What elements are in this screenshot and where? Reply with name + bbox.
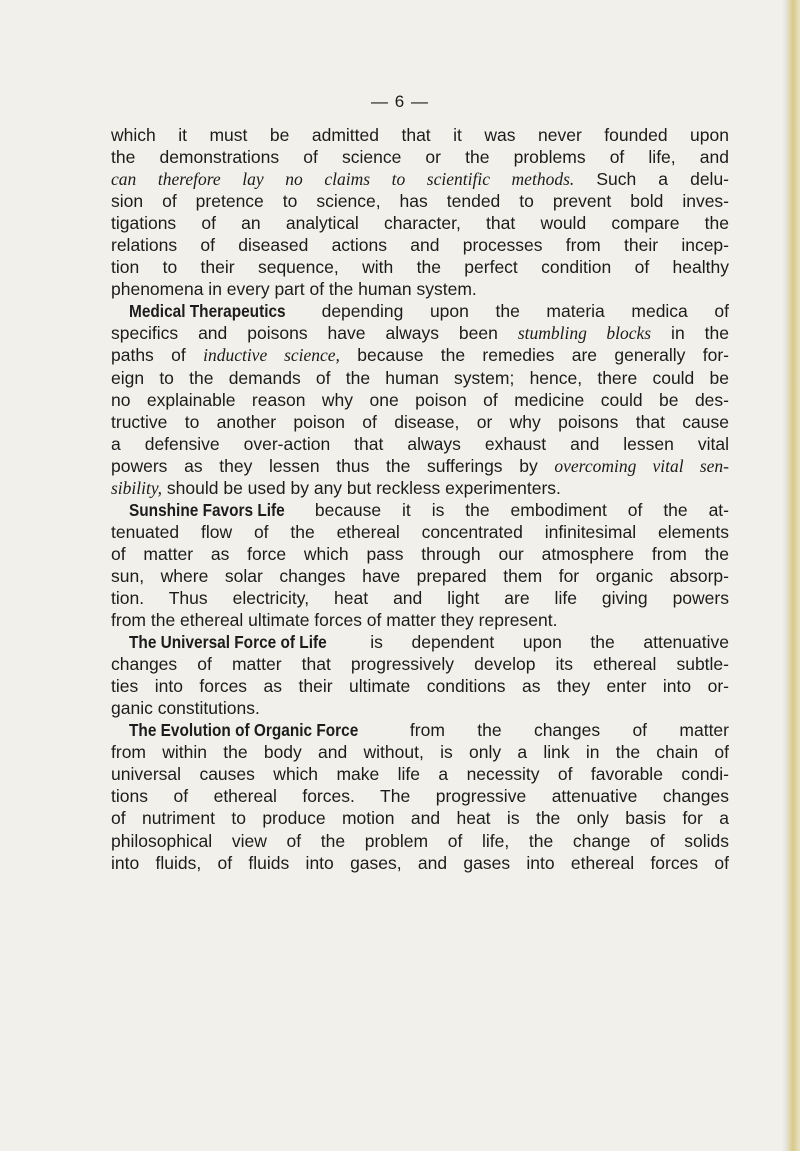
text-line: tructive to another poison of disease, or why poisons that cause bbox=[111, 411, 729, 432]
text-line: changes of matter that progressively develop its ethereal subtle- bbox=[111, 654, 729, 675]
text-line: into fluids, of fluids into gases, and gases into ethereal forces of bbox=[111, 852, 729, 873]
page-edge bbox=[786, 0, 800, 1151]
text-line: powers as they lessen thus the sufferings by overcoming vital sen- bbox=[111, 455, 729, 476]
text-line: a defensive over-action that always exhaust and lessen vital bbox=[111, 433, 729, 454]
paragraph-heading: The Evolution of Organic Force bbox=[129, 720, 359, 741]
italic-phrase: can therefore lay no claims to scientific methods. bbox=[111, 169, 575, 190]
text-line: tigations of an analytical character, that would compare the bbox=[111, 213, 729, 234]
text-line: sion of pretence to science, has tended to prevent bold inves- bbox=[111, 191, 729, 212]
text-line: from within the body and without, is only a link in the chain of bbox=[111, 742, 729, 763]
paragraph bbox=[111, 719, 729, 873]
text-line: The Evolution of Organic Force from the changes of matter bbox=[129, 720, 729, 741]
text-line: of matter as force which pass through our atmosphere from the bbox=[111, 543, 729, 564]
body-text bbox=[111, 124, 729, 874]
paragraph-heading: Sunshine Favors Life bbox=[129, 499, 285, 520]
text-line: ties into forces as their ultimate conditions as they enter into or- bbox=[111, 676, 729, 697]
text-line: philosophical view of the problem of life, the change of solids bbox=[111, 830, 729, 851]
text-line: sibility, should be used by any but reckless experimenters. bbox=[111, 477, 561, 498]
paragraph bbox=[111, 631, 729, 719]
text-line: ganic constitutions. bbox=[111, 698, 260, 719]
text-line: of nutriment to produce motion and heat is the only basis for a bbox=[111, 808, 729, 829]
paragraph bbox=[111, 499, 729, 631]
text-line: tion. Thus electricity, heat and light are life giving powers bbox=[111, 587, 729, 608]
page-number: — 6 — bbox=[371, 92, 429, 111]
text-line: paths of inductive science, because the remedies are generally for- bbox=[111, 345, 729, 366]
italic-phrase: sibility, bbox=[111, 477, 163, 498]
text-line: tion to their sequence, with the perfect condition of healthy bbox=[111, 257, 729, 278]
text-line: from the ethereal ultimate forces of matter they represent. bbox=[111, 610, 558, 631]
italic-phrase: overcoming vital sen- bbox=[554, 455, 729, 476]
text-line: no explainable reason why one poison of medicine could be des- bbox=[111, 389, 729, 410]
italic-phrase: inductive science, bbox=[203, 345, 340, 366]
text-line: sun, where solar changes have prepared them for organic absorp- bbox=[111, 565, 729, 586]
text-line: phenomena in every part of the human system. bbox=[111, 279, 477, 300]
italic-phrase: stumbling blocks bbox=[517, 323, 652, 344]
text-line: the demonstrations of science or the problems of life, and bbox=[111, 147, 729, 168]
text-line: The Universal Force of Life is dependent upon the attenuative bbox=[129, 632, 729, 653]
text-line: tenuated flow of the ethereal concentrated infinitesimal elements bbox=[111, 521, 729, 542]
text-line: relations of diseased actions and processes from their incep- bbox=[111, 235, 729, 256]
text-line: tions of ethereal forces. The progressive attenuative changes bbox=[111, 786, 729, 807]
paragraph bbox=[111, 300, 729, 498]
text-line: can therefore lay no claims to scientific methods. Such a delu- bbox=[111, 169, 730, 190]
text-line: universal causes which make life a necessity of favorable condi- bbox=[111, 764, 729, 785]
text-line: which it must be admitted that it was never founded upon bbox=[111, 125, 729, 145]
paragraph-heading: Medical Therapeutics bbox=[129, 301, 286, 322]
text-line: Sunshine Favors Life because it is the embodiment of the at- bbox=[129, 499, 729, 520]
paragraph-heading: The Universal Force of Life bbox=[129, 632, 327, 653]
text-line: eign to the demands of the human system; hence, there could be bbox=[111, 367, 729, 388]
paragraph bbox=[111, 124, 729, 300]
text-line: specifics and poisons have always been stumbling blocks in the bbox=[111, 323, 729, 344]
text-line: Medical Therapeutics depending upon the materia medica of bbox=[129, 301, 729, 322]
